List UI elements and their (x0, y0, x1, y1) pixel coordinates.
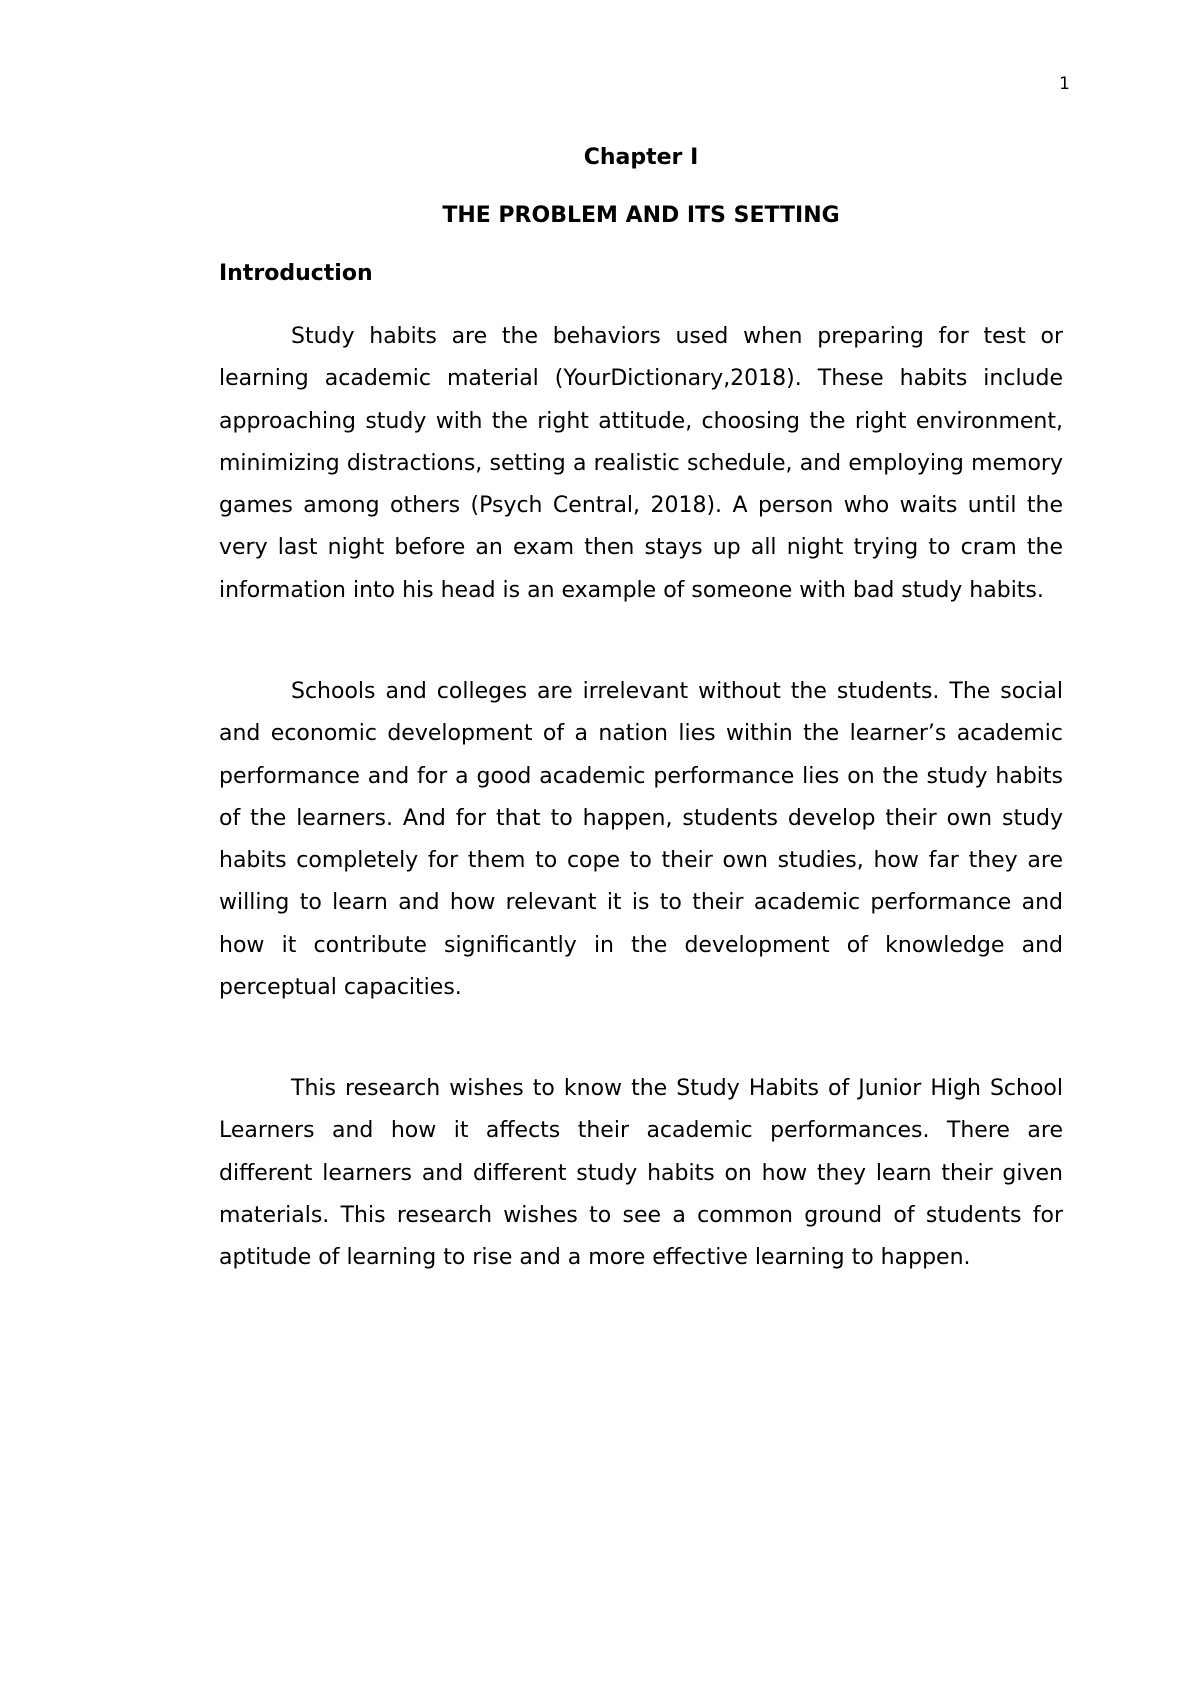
paragraph-study-habits-definition: Study habits are the behaviors used when preparing for test or learning academic material (YourDictionary,2018). These habits include approaching study with the right attitude, choosing the right environment, minimizing distractions, setting a realistic schedule, and employing memory games among others (Psych Central, 2018). A person who waits until the very last night before an exam then stays up all night trying to cram the information into his head is an example of someone with bad study habits. (219, 324, 1063, 603)
page-number: 1 (1059, 74, 1070, 94)
chapter-label: Chapter I (583, 145, 699, 170)
paragraph-research-purpose: This research wishes to know the Study Habits of Junior High School Learners and how it affects their academic performances. There are different learners and different study habits on how they learn their given materials. This research wishes to see a common ground of students for aptitude of learning to rise and a more effective learning to happen. (219, 1076, 1063, 1271)
paragraph-schools-and-colleges: Schools and colleges are irrelevant without the students. The social and economic development of a nation lies within the learner’s academic performance and for a good academic performance lies on the study habits of the learners. And for that to happen, students develop their own study habits completely for them to cope to their own studies, how far they are willing to learn and how relevant it is to their academic performance and how it contribute significantly in the development of knowledge and perceptual capacities. (219, 679, 1063, 1001)
section-heading-introduction: Introduction (219, 261, 373, 286)
chapter-title: THE PROBLEM AND ITS SETTING (442, 203, 840, 228)
